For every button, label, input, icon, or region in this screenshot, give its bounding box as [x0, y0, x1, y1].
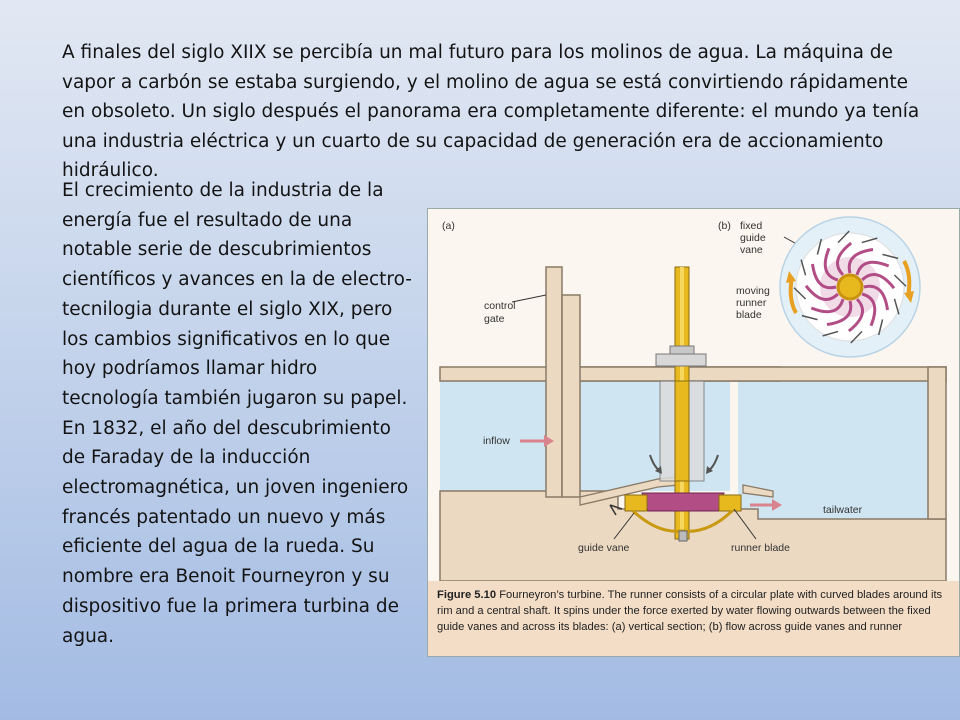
runner-blade-label: runner blade: [731, 542, 790, 554]
guide-label: guide: [740, 232, 766, 244]
panel-b-label: (b): [718, 220, 731, 232]
control-label: control: [484, 300, 516, 312]
right-wall: [928, 367, 946, 519]
runner-plate: [642, 493, 724, 511]
turbine-diagram: [428, 209, 959, 581]
moving-label: moving: [736, 285, 770, 297]
body-paragraph: El crecimiento de la industria de la energía fue el resultado de una notable serie de descubrimientos científicos y avances en la de electro-tecnilogia durante el siglo XIX, pero los cambios significativos en lo que hoy podríamos llamar hidro tecnología también jugaron su papel. En 1832, el año del descubrimiento de Faraday de la inducción electromagnética, un joven ingeniero francés patentado un nuevo y más eficiente del agua de la rueda. Su nombre era Benoit Fourneyron y su dispositivo fue la primera turbina de agua.: [62, 180, 412, 647]
intro-paragraph: A finales del siglo XIIX se percibía un mal futuro para los molinos de agua. La máquina de vapor a carbón se estaba surgiendo, y el molino de agua se está convirtiendo rápidamente en obsoleto. Un siglo después el panorama era completamente diferente: el mundo ya tenía una industria eléctrica y un cuarto de su capacidad de generación era de accionamiento hidráulico.: [62, 42, 920, 181]
turbine-figure: [427, 208, 960, 657]
inflow-label: inflow: [483, 435, 510, 447]
vane-label: vane: [740, 244, 763, 256]
figure-caption: [437, 587, 951, 635]
panel-a-label: (a): [442, 220, 455, 232]
control-gate: [546, 267, 562, 497]
caption-text: Fourneyron’s turbine. The runner consists of a circular plate with curved blades around its rim and a central shaft. It spins under the force exerted by water flowing outwards between the fixed guide vanes and across its blades: (a) vertical section; (b) flow across guide vanes and runner: [437, 589, 943, 633]
blade-label: blade: [736, 309, 762, 321]
guide-vane-left: [625, 495, 647, 511]
guide-vane-label: guide vane: [578, 542, 630, 554]
gate-label: gate: [484, 313, 505, 325]
guide-vane-right: [719, 495, 741, 511]
caption-box: [428, 581, 959, 656]
runner-label: runner: [736, 297, 767, 309]
tailwater-label: tailwater: [823, 504, 863, 516]
caption-title: Figure 5.10: [437, 589, 497, 601]
fixed-label: fixed: [740, 220, 763, 232]
turbine-wheel-plan: [780, 217, 920, 357]
